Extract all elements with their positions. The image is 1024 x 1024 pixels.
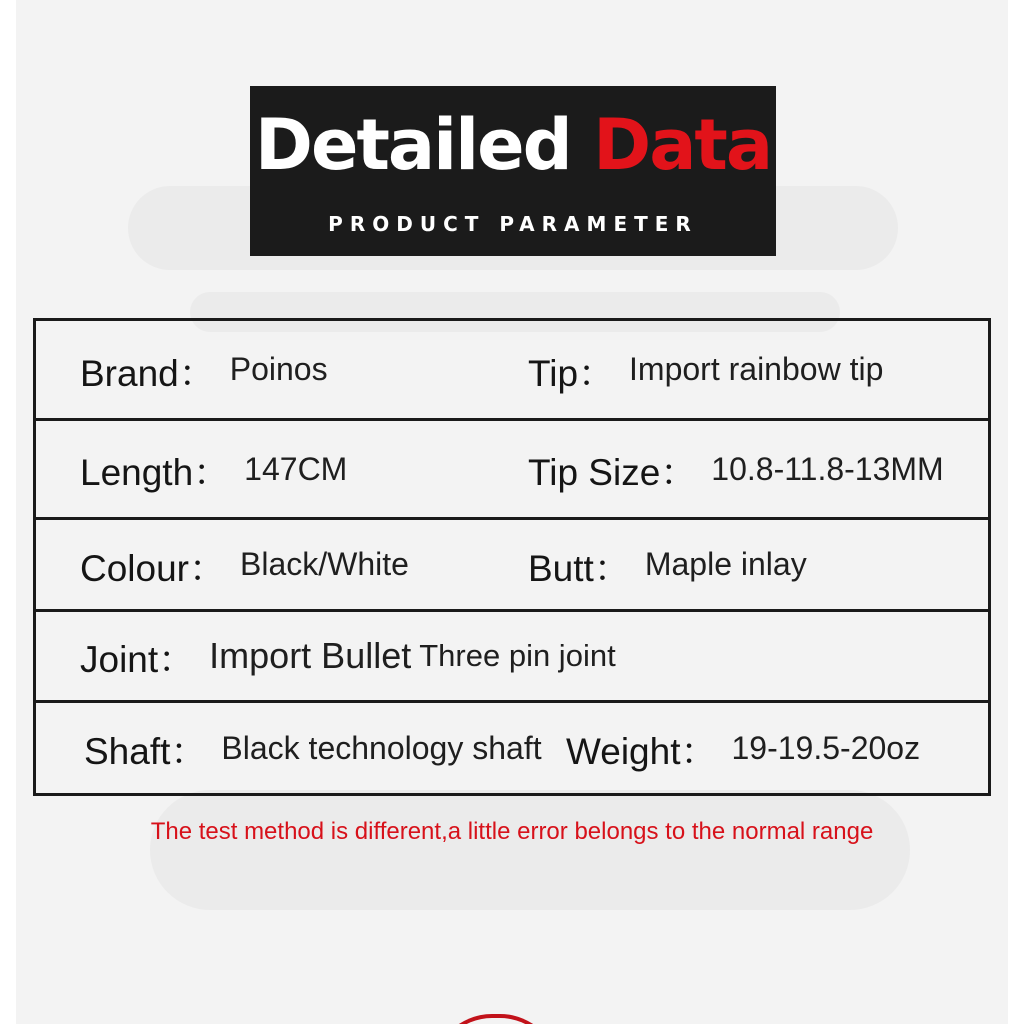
weight-cell	[566, 703, 920, 793]
tip-size-label: Tip Size：	[528, 452, 698, 493]
joint-cell	[80, 612, 616, 700]
tip-cell	[528, 321, 883, 418]
page-title	[250, 104, 776, 186]
joint-value-extra: Three pin joint	[419, 638, 616, 673]
brand-cell	[80, 321, 328, 418]
table-row	[36, 612, 988, 703]
length-value: 147CM	[244, 450, 348, 487]
colour-label: Colour：	[80, 547, 226, 589]
left-edge-strip	[0, 0, 16, 1024]
disclaimer-note: The test method is different,a little error belongs to the normal range	[150, 818, 874, 845]
title-word-data: Data	[593, 104, 772, 186]
table-row	[36, 421, 988, 520]
tip-value: Import rainbow tip	[629, 351, 884, 387]
shaft-cell	[84, 703, 542, 793]
joint-label: Joint：	[80, 639, 196, 680]
background-shape	[150, 790, 910, 910]
brand-value: Poinos	[229, 351, 328, 387]
length-label: Length：	[80, 452, 231, 493]
butt-label: Butt：	[528, 547, 631, 589]
colour-cell	[80, 520, 409, 609]
length-cell	[80, 421, 347, 517]
butt-value: Maple inlay	[644, 546, 807, 582]
table-row	[36, 703, 988, 793]
joint-value: Import Bullet	[209, 635, 412, 676]
tip-size-value: 10.8-11.8-13MM	[711, 450, 944, 487]
butt-cell	[528, 520, 807, 609]
page-subtitle: PRODUCT PARAMETER	[328, 212, 698, 236]
shaft-label: Shaft：	[84, 731, 208, 772]
tip-label: Tip：	[528, 352, 616, 394]
colour-value: Black/White	[240, 546, 409, 582]
brand-label: Brand：	[80, 352, 216, 394]
tip-size-cell	[528, 421, 944, 517]
shaft-value: Black technology shaft	[221, 729, 542, 766]
weight-value: 19-19.5-20oz	[731, 729, 921, 766]
title-word-detailed: Detailed	[254, 104, 571, 186]
parameter-table	[33, 318, 991, 796]
weight-label: Weight：	[566, 731, 718, 772]
right-edge-strip	[1008, 0, 1024, 1024]
table-row	[36, 321, 988, 421]
decorative-arc	[432, 1014, 560, 1024]
header-banner	[250, 86, 776, 256]
table-row	[36, 520, 988, 612]
